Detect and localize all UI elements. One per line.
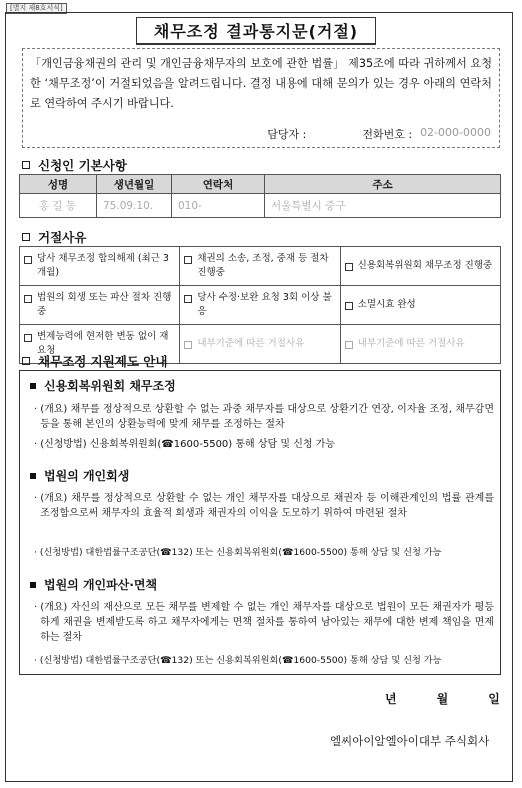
applicant-heading <box>22 156 127 174</box>
reason-cell <box>340 247 500 286</box>
reason-cell <box>340 325 500 364</box>
form-number-tag: [별지 제8호서식] <box>6 3 67 14</box>
square-bullet-icon <box>22 357 30 365</box>
support-item-text: (개요) 채무를 정상적으로 상환할 수 없는 과중 채무자를 대상으로 상환기간 연장, 이자율 조정, 채무감면 등을 통해 본인의 상환능력에 맞게 채무를 조정하는 절차 <box>40 404 494 430</box>
notice-box <box>22 48 500 148</box>
support-item <box>34 491 494 521</box>
square-bullet-icon <box>22 161 30 169</box>
applicant-birth: 75.09.10. <box>97 194 172 218</box>
support-box <box>19 370 501 675</box>
dash-icon: · <box>34 493 38 504</box>
applicant-address: 서울특별시 중구 <box>265 194 501 218</box>
filled-square-icon <box>30 383 36 389</box>
phone-label: 전화번호 : <box>362 128 413 141</box>
support-item <box>34 437 494 452</box>
checkbox-icon[interactable] <box>345 341 353 349</box>
dash-icon: · <box>34 439 38 450</box>
applicant-heading-text: 신청인 기본사항 <box>38 158 127 173</box>
section-title-text: 법원의 개인파산·면책 <box>44 578 158 592</box>
applicant-phone: 010- <box>172 194 265 218</box>
checkbox-icon[interactable] <box>345 263 353 271</box>
filled-square-icon <box>30 582 36 588</box>
col-birth: 생년월일 <box>97 175 172 194</box>
reason-label: 소멸시효 완성 <box>357 299 416 310</box>
support-item-text: (개요) 채무를 정상적으로 상환할 수 없는 개인 채무자를 대상으로 채권자 등 이해관계인의 법률 관계를 조정함으로써 채무자의 효율적 회생과 채권자의 이익을 도모하기 위하여 마련된 절차 <box>40 493 494 519</box>
reason-cell <box>340 286 500 325</box>
reason-label: 내부기준에 따른 거절사유 <box>197 338 305 349</box>
reason-label: 채권의 소송, 조정, 중재 등 절차 진행중 <box>197 253 329 278</box>
phone-value: 02-000-0000 <box>420 126 491 139</box>
dash-icon: · <box>34 404 38 415</box>
reason-label: 내부기준에 따른 거절사유 <box>357 338 465 349</box>
reason-option[interactable] <box>184 291 335 319</box>
reasons-row <box>20 247 501 286</box>
reason-cell <box>20 286 180 325</box>
support-item-text: (신청방법) 대한법률구조공단(☎132) 또는 신용회복위원회(☎1600-5500) 통해 상담 및 신청 가능 <box>39 655 442 666</box>
reason-label: 당사 수정·보완 요청 3회 이상 불응 <box>197 292 332 317</box>
dash-icon: · <box>34 547 37 558</box>
reason-label: 법원의 회생 또는 파산 절차 진행중 <box>37 292 172 317</box>
applicant-table <box>19 174 501 218</box>
reason-cell <box>180 247 340 286</box>
support-heading <box>22 352 167 370</box>
reasons-heading <box>22 228 86 246</box>
applicant-name: 홍 길 동 <box>20 194 97 218</box>
reasons-table <box>19 246 501 364</box>
reasons-heading-text: 거절사유 <box>38 230 87 245</box>
support-item-text: (신청방법) 신용회복위원회(☎1600-5500) 통해 상담 및 신청 가능 <box>40 439 336 450</box>
square-bullet-icon <box>22 233 30 241</box>
checkbox-icon[interactable] <box>184 295 192 303</box>
reason-option[interactable] <box>184 337 335 351</box>
year-label: 년 <box>385 692 397 706</box>
reason-label: 신용회복위원회 채무조정 진행중 <box>357 260 493 271</box>
reason-option[interactable] <box>184 252 335 280</box>
manager-label: 담당자 : <box>267 128 307 141</box>
section-title-text: 신용회복위원회 채무조정 <box>44 379 176 393</box>
support-item-text: (신청방법) 대한법률구조공단(☎132) 또는 신용회복위원회(☎1600-5500) 통해 상담 및 신청 가능 <box>39 547 442 558</box>
company-name: 엘씨아이알엘아이대부 주식회사 <box>330 734 490 748</box>
support-item <box>34 653 494 668</box>
reason-label: 당사 채무조정 합의해제 (최근 3개월) <box>37 253 169 278</box>
day-label: 일 <box>488 692 500 706</box>
support-section-title <box>30 377 176 394</box>
reason-option[interactable] <box>24 252 175 280</box>
support-heading-text: 채무조정 지원제도 안내 <box>38 354 168 369</box>
reason-option[interactable] <box>24 291 175 319</box>
month-label: 월 <box>436 692 449 706</box>
dash-icon: · <box>34 655 37 666</box>
support-item <box>34 545 494 560</box>
reason-label: 변제능력에 현저한 변동 없이 재요청 <box>37 331 169 356</box>
col-address: 주소 <box>265 175 501 194</box>
support-section-title <box>30 576 157 593</box>
reason-cell <box>180 325 340 364</box>
contact-row <box>267 126 491 142</box>
support-item-text: (개요) 자신의 재산으로 모든 채무를 변제할 수 없는 개인 채무자를 대상으로 법원이 모든 채권자가 평등하게 채권을 변제받도록 하고 채무자에게는 면책 절차를 통하여 남아있는 채무에 대한 변제 책임을 면제하는 절차 <box>40 602 494 643</box>
filled-square-icon <box>30 473 36 479</box>
reason-option[interactable] <box>345 337 496 351</box>
reasons-row <box>20 286 501 325</box>
checkbox-icon[interactable] <box>24 256 32 264</box>
col-phone: 연락처 <box>172 175 265 194</box>
checkbox-icon[interactable] <box>184 256 192 264</box>
checkbox-icon[interactable] <box>24 334 32 342</box>
checkbox-icon[interactable] <box>24 295 32 303</box>
notice-text: 「개인금융채권의 관리 및 개인금융채무자의 보호에 관한 법률」 제35조에 따라 귀하께서 요청한 ‘채무조정’이 거절되었음을 알려드립니다. 결정 내용에 대해 문의가 있는 경우 아래의 연락처로 연락하여 주시기 바랍니다. <box>30 57 492 110</box>
support-section-title <box>30 467 129 484</box>
checkbox-icon[interactable] <box>345 302 353 310</box>
checkbox-icon[interactable] <box>184 341 192 349</box>
col-name: 성명 <box>20 175 97 194</box>
section-title-text: 법원의 개인회생 <box>44 469 130 483</box>
support-item <box>34 402 494 432</box>
reason-option[interactable] <box>345 298 496 312</box>
date-row <box>385 690 500 707</box>
reason-cell <box>20 247 180 286</box>
reason-option[interactable] <box>345 259 496 273</box>
reason-cell <box>180 286 340 325</box>
document-title: 채무조정 결과통지문(거절) <box>136 17 376 45</box>
support-item <box>34 600 494 645</box>
dash-icon: · <box>34 602 38 613</box>
